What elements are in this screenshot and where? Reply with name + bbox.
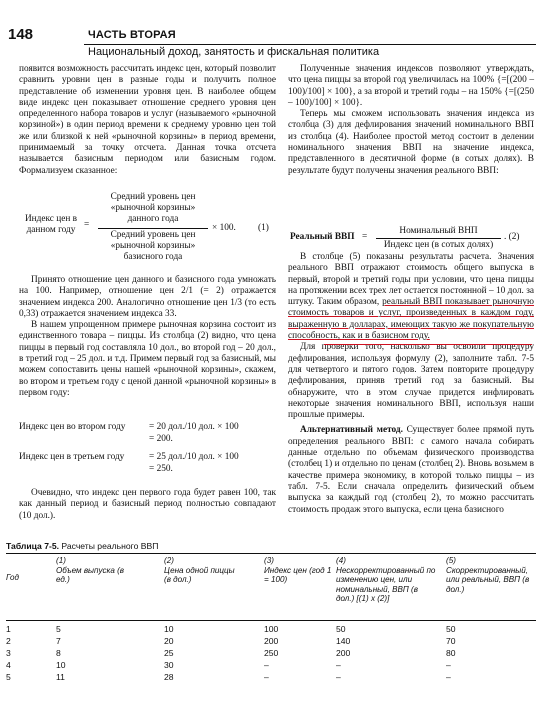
part-title: ЧАСТЬ ВТОРАЯ <box>88 29 176 41</box>
header-label: Скорректированный, или реальный, ВВП (в дол.) <box>446 565 530 594</box>
table-cell: 10 <box>164 624 174 634</box>
fraction-bar <box>98 228 208 229</box>
paragraph: В нашем упрощенном примере рыночная корзина состоит из единственного товара – пиццы. Из столбца (2) видно, что цена пиццы в первый год составляла 10 дол., во второй год – 20 дол., в третий год – 25 дол. и т.д. Примем первый год за базисный, мы можем сопоставить цены нашей «рыночной корзины», скажем, во втором и третьем году с ценой данной «рыночной корзины» в первом году: <box>19 320 276 398</box>
formula-denominator: Средний уровень цен «рыночной корзины» базисного года <box>110 230 196 262</box>
table-cell: 30 <box>164 660 174 670</box>
table-header-year <box>6 573 36 583</box>
paragraph: Полученные значения индексов позволяют утверждать, что цена пиццы за второй год увеличилась на 100% {=[(200 – 100)/100] × 100}, а за второй и третий годы – на 150% {=[(250 – 100)/100] × 100}. <box>288 64 534 108</box>
formula-multiplier: × 100. <box>212 223 236 233</box>
table-cell: – <box>264 672 269 682</box>
table-cell: 8 <box>56 648 61 658</box>
table-header-col4 <box>336 556 436 604</box>
table-cell: 80 <box>446 648 456 658</box>
paragraph-text: Существует более прямой путь определения реального ВВП: с самого начала собирать данные отдельно по объемам физического производства (столбец 1) и отдельно по ценам (столбец 2). Вновь возьмем в качестве примера экономику, в которой только пиццы – из табл. 7-5. Если сначала определить физический объем выпуска за каждый год (столбец 2), то можно рассчитать стоимость продаж этого выпуска, если цена базисного <box>288 425 534 515</box>
header-number: (4) <box>336 556 346 565</box>
paragraph: Очевидно, что индекс цен первого года будет равен 100, так как данный период и базисный период полностью совпадают (10 дол.). <box>19 488 276 521</box>
formula-lhs: Индекс цен в данном году <box>24 214 78 235</box>
table-cell: – <box>336 660 341 670</box>
table-cell-year: 1 <box>6 624 11 634</box>
header-label: Объем выпуска (в ед.) <box>56 565 125 584</box>
table-cell: 100 <box>264 624 279 634</box>
table-cell: 200 <box>264 636 279 646</box>
table-header-rule <box>6 620 536 621</box>
formula-number: . (2) <box>504 232 520 242</box>
calc-label: Индекс цен в третьем году <box>19 452 125 462</box>
paragraph: появится возможность рассчитать индекс цен, который позволит сравнить уровни цен в разные годы и получить полное представление об изменении уровня цен. В наиболее общем виде индекс цен показывает отношение среднего уровня цен определенного набора товаров и услуг (называемого «рыночной корзиной») в один период времени к среднему уровню цен той же или близкой к ней «рыночной корзины» в период времени, принимаемый за точку отсчета. Данная точка отсчета называется базисным периодом или базисным годом. Формализуем сказанное: <box>19 64 276 176</box>
table-header-col2 <box>164 556 242 585</box>
calc-year-3 <box>19 452 276 476</box>
table-cell: 200 <box>336 648 351 658</box>
header-label: Нескорректированный по изменению цен, или номинальный, ВВП (в дол.) [(1) x (2)] <box>336 565 436 603</box>
highlighted-definition: реальный ВВП показывает рыночную стоимость товаров и услуг, произведенных в каждом году, выраженную в долларах, имеющих такую же покупательную способность, как и в базисном году. <box>288 297 534 342</box>
table-cell: – <box>446 660 451 670</box>
formula-lhs: Реальный ВВП <box>290 232 355 242</box>
formula-denominator: Индекс цен (в сотых долях) <box>383 240 494 250</box>
formula-number: (1) <box>258 223 269 233</box>
calc-expression: = 25 дол./10 дол. × 100 <box>149 452 239 462</box>
table-cell: 11 <box>56 672 65 682</box>
table-number: Таблица 7-5. <box>6 541 60 551</box>
run-in-heading: Альтернативный метод. <box>300 425 403 436</box>
table-cell: 70 <box>446 636 456 646</box>
table-cell: – <box>446 672 451 682</box>
real-gdp-formula <box>288 190 533 250</box>
table-cell-year: 3 <box>6 648 11 658</box>
table-header-col1 <box>56 556 126 585</box>
calc-expression: = 20 дол./10 дол. × 100 <box>149 422 239 432</box>
paragraph: Принято отношение цен данного и базисного года умножать на 100. Например, отношение цен 2/1 (= 2) отражается значением индекса 200. Аналогично отношение цен 1/3 (то есть 0,33) отражается значением индекса 33. <box>19 275 276 319</box>
header-rule <box>84 44 536 45</box>
header-label: Индекс цен (год 1 = 100) <box>264 565 332 584</box>
fraction-bar <box>376 238 501 239</box>
table-cell-year: 2 <box>6 636 11 646</box>
page-number: 148 <box>8 26 34 43</box>
table-caption <box>6 541 158 551</box>
left-column-intro <box>19 64 276 177</box>
table-cell: – <box>336 672 341 682</box>
table-cell: 20 <box>164 636 174 646</box>
right-column-body <box>288 252 534 516</box>
table-cell: 10 <box>56 660 66 670</box>
formula-equals: = <box>84 220 90 230</box>
calc-result: = 250. <box>149 464 173 474</box>
paragraph <box>288 425 534 515</box>
table-cell: 50 <box>446 624 456 634</box>
paragraph: Для проверки того, насколько вы освоили процедуру дефлирования, используя формулу (2), заполните табл. 7-5 для четвертого и пятого годов. Затем повторите процедуру дефлирования, приняв третий год за базисный. Вы обнаружите, что в этом случае придется инфлировать некоторые значения номинального ВВП, используя наши прошлые примеры. <box>288 342 534 421</box>
formula-equals: = <box>362 232 368 242</box>
header-number: (5) <box>446 556 456 565</box>
table-cell: 5 <box>56 624 61 634</box>
calc-year-2 <box>19 422 276 446</box>
header-number: (1) <box>56 556 66 565</box>
table-cell: 140 <box>336 636 351 646</box>
price-index-formula <box>20 192 275 262</box>
header-number: (2) <box>164 556 174 565</box>
header-label: Год <box>6 573 19 582</box>
table-title: Расчеты реального ВВП <box>61 541 159 551</box>
table-cell: 25 <box>164 648 174 658</box>
left-column-end <box>19 488 276 522</box>
table-header-col3 <box>264 556 334 585</box>
calc-result: = 200. <box>149 434 173 444</box>
table-cell: 50 <box>336 624 346 634</box>
header-number: (3) <box>264 556 274 565</box>
table-cell: 7 <box>56 636 61 646</box>
formula-numerator: Номинальный ВНП <box>399 226 478 236</box>
table-cell-year: 4 <box>6 660 11 670</box>
right-column-intro <box>288 64 534 177</box>
table-cell: 28 <box>164 672 174 682</box>
table-cell-year: 5 <box>6 672 11 682</box>
red-underline-annotation <box>324 306 532 345</box>
paragraph-lead: В столбце (5) показаны результаты расчета. Значения реального ВВП отражают стоимость общего выпуска в первый, второй и третий годы при условии, что цена пиццы на протяжении всех трех лет остается постоянной – 10 дол. за штуку. Таким образом, <box>288 252 534 308</box>
chapter-subtitle: Национальный доход, занятость и фискальная политика <box>88 46 380 58</box>
paragraph: Теперь мы сможем использовать значения индекса из столбца (3) для дефлирования значений номинального ВВП из столбца (4). Наиболее простой метод состоит в делении номинального значения ВВП на значение индекса, представленного в десятичной форме (в сотых долях). В результате будут получены значения реального ВВП: <box>288 109 534 176</box>
calc-label: Индекс цен во втором году <box>19 422 126 432</box>
table-header-col5 <box>446 556 536 594</box>
left-column-body <box>19 275 276 399</box>
formula-numerator: Средний уровень цен «рыночной корзины» данного года <box>110 192 196 224</box>
table-top-rule <box>6 553 536 554</box>
table-cell: 250 <box>264 648 279 658</box>
header-label: Цена одной пиццы (в дол.) <box>164 565 235 584</box>
table-cell: – <box>264 660 269 670</box>
